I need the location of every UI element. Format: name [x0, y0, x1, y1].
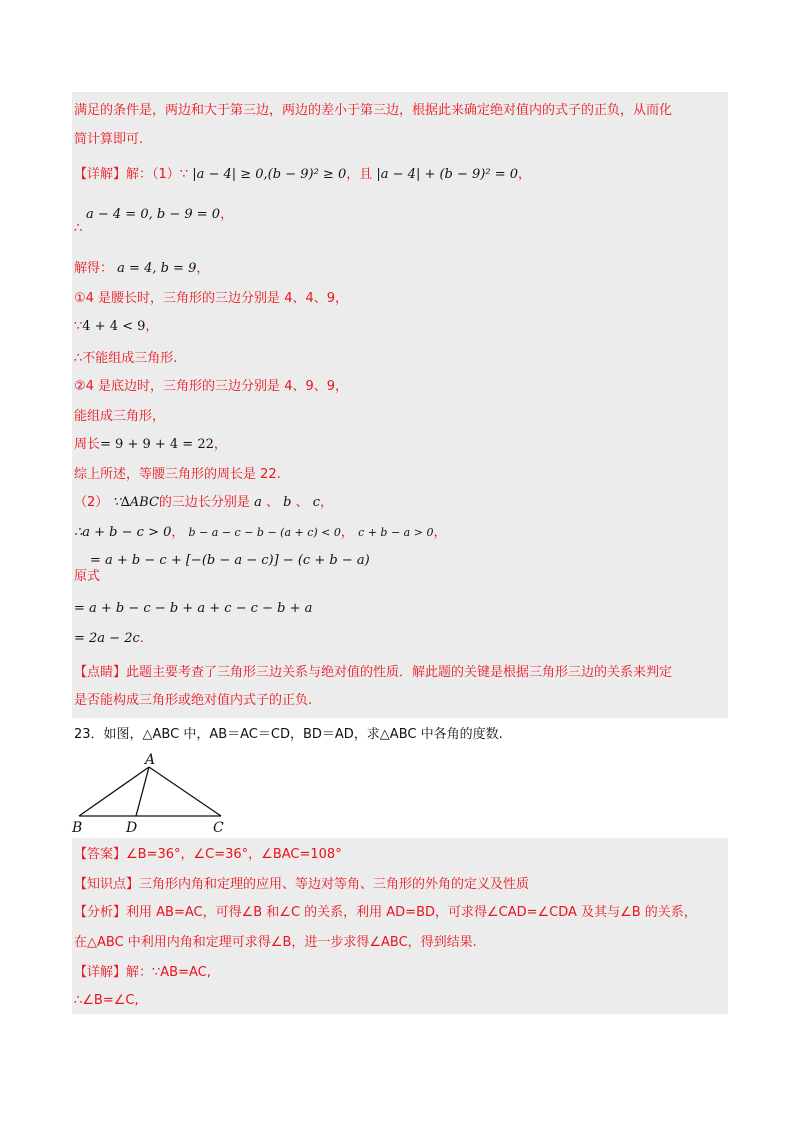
text-sep: ，	[213, 437, 227, 452]
detail-line-1	[74, 166, 531, 184]
triangle-figure	[60, 748, 250, 838]
vertex-label-c: C	[213, 820, 224, 836]
result-line	[74, 630, 144, 648]
conclusion-line: 综上所述，等腰三角形的周长是 22.	[74, 467, 281, 482]
math-expression: 4 + 4 < 9	[82, 319, 146, 334]
math-expression: b − a − c − b − (a + c) < 0	[188, 526, 341, 539]
detail-line-2	[86, 206, 233, 224]
vertex-label-a: A	[145, 752, 156, 768]
text-sep: ，	[433, 525, 447, 540]
text-sep: .	[139, 631, 144, 646]
math-expression: = 2a − 2c	[74, 631, 140, 646]
math-var: a	[254, 495, 262, 510]
text-label: （2）	[74, 495, 109, 510]
detail-label: 【详解】解：（1）∵	[74, 167, 189, 182]
math-expression: = 9 + 9 + 4 = 22	[100, 437, 214, 452]
vertex-label-b: B	[72, 820, 83, 836]
analysis-line: 【分析】利用 AB=AC，可得∠B 和∠C 的关系，利用 AD=BD，可求得∠CAD=∠CDA 及其与∠B 的关系，	[74, 905, 697, 920]
solution-block-shade	[72, 92, 728, 718]
text-sep: ，且	[346, 167, 373, 182]
expression-line	[74, 600, 312, 618]
math-expression: |a − 4| ≥ 0,(b − 9)² ≥ 0	[192, 167, 347, 182]
side-ac	[149, 767, 221, 816]
detail-line-4	[74, 318, 158, 336]
perimeter-line	[74, 436, 227, 454]
text-sep: ，	[518, 167, 532, 182]
math-expression: ∴a + b − c > 0	[74, 525, 172, 540]
text-sep: ，	[145, 319, 159, 334]
text-label: 解得：	[74, 261, 114, 276]
math-expression: a = 4, b = 9	[117, 261, 197, 276]
comment-line: 是否能构成三角形或绝对值内式子的正负.	[74, 693, 313, 708]
text-line: 能组成三角形，	[74, 409, 166, 424]
math-expression: ∵∆ABC	[112, 495, 159, 510]
because-symbol: ∵	[74, 319, 83, 334]
inequalities-line	[74, 524, 446, 542]
analysis-text-line: 满足的条件是，两边和大于第三边，两边的差小于第三边，根据此来确定绝对值内的式子的正负，从而化	[74, 103, 673, 118]
text-line: ∴不能组成三角形.	[74, 351, 178, 366]
text-sep: 、	[295, 495, 309, 510]
vertex-label-d: D	[126, 820, 138, 836]
math-var: b	[283, 495, 292, 510]
original-expression-label: 原式	[74, 569, 101, 584]
math-expression: = a + b − c + [−(b − a − c)] − (c + b − a)	[90, 553, 370, 568]
part-2-line	[74, 494, 333, 512]
analysis-text-line: 简计算即可.	[74, 132, 144, 147]
text-sep: ，	[320, 495, 334, 510]
therefore-symbol: ∴	[74, 221, 83, 236]
text-label: 周长	[74, 437, 101, 452]
text-part: 的三边长分别是	[158, 495, 250, 510]
analysis-line: 在△ABC 中利用内角和定理可求得∠B，进一步求得∠ABC，得到结果.	[74, 935, 477, 950]
math-expression: = a + b − c − b + a + c − c − b + a	[74, 601, 313, 616]
question-23: 23．如图，△ABC 中，AB＝AC＝CD，BD＝AD，求△ABC 中各角的度数.	[74, 727, 503, 742]
detail-line-3	[74, 260, 209, 278]
text-sep: ，	[220, 207, 234, 222]
text-sep: ，	[171, 525, 185, 540]
case-2-line: ②4 是底边时，三角形的三边分别是 4、9、9，	[74, 379, 349, 394]
detail-line: ∴∠B=∠C,	[74, 993, 139, 1008]
text-sep: ，	[196, 261, 210, 276]
knowledge-line: 【知识点】三角形内角和定理的应用、等边对等角、三角形的外角的定义及性质	[74, 877, 530, 892]
answer-line: 【答案】∠B=36°，∠C=36°，∠BAC=108°	[74, 847, 342, 862]
text-sep: ，	[340, 525, 354, 540]
math-expression: |a − 4| + (b − 9)² = 0	[376, 167, 519, 182]
comment-line: 【点睛】此题主要考查了三角形三边关系与绝对值的性质．解此题的关键是根据三角形三边的关系来判定	[74, 665, 673, 680]
text-sep: 、	[265, 495, 279, 510]
math-expression: a − 4 = 0, b − 9 = 0	[86, 207, 221, 222]
case-1-line: ①4 是腰长时，三角形的三边分别是 4、4、9，	[74, 291, 349, 306]
answer-block-shade	[72, 838, 728, 1014]
expression-line	[90, 552, 370, 570]
math-expression: c + b − a > 0	[358, 526, 434, 539]
math-var: c	[312, 495, 321, 510]
detail-line: 【详解】解：∵AB=AC,	[74, 965, 211, 980]
